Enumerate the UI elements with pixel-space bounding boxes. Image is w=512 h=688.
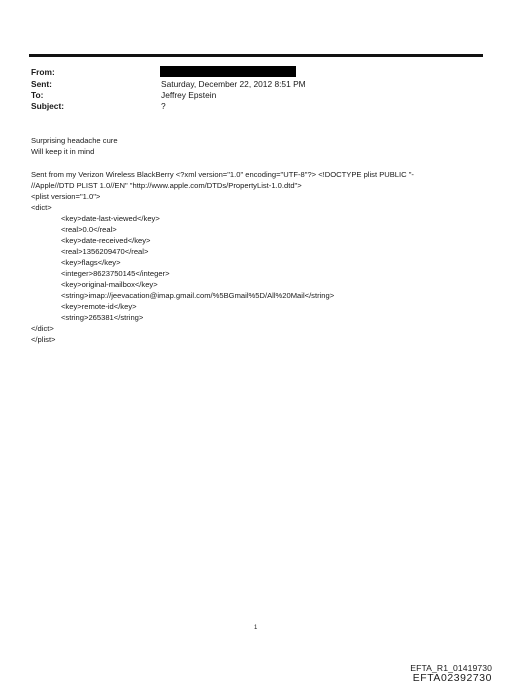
- body-line: <string>imap://jeevacation@imap.gmail.com/%5BGmail%5D/All%20Mail</string>: [61, 291, 335, 300]
- to-value: Jeffrey Epstein: [161, 90, 217, 100]
- body-line: <string>265381</string>: [61, 313, 144, 322]
- subject-label: Subject:: [31, 101, 65, 111]
- body-line: <key>remote-id</key>: [61, 302, 137, 311]
- header-rule: [29, 54, 483, 57]
- from-label: From:: [31, 67, 55, 77]
- body-line: //Apple//DTD PLIST 1.0//EN" "http://www.apple.com/DTDs/PropertyList-1.0.dtd">: [31, 181, 302, 190]
- page-number: 1: [254, 625, 258, 631]
- body-line: </dict>: [31, 324, 54, 333]
- sent-value: Saturday, December 22, 2012 8:51 PM: [161, 79, 306, 89]
- body-line: Will keep it in mind: [31, 147, 95, 156]
- body-line: <dict>: [31, 203, 52, 212]
- body-line: <key>date-last-viewed</key>: [61, 214, 160, 223]
- body-line: Surprising headache cure: [31, 136, 118, 145]
- footer-doc-id-2: EFTA02392730: [412, 673, 492, 684]
- body-line: <key>flags</key>: [61, 258, 121, 267]
- body-line: Sent from my Verizon Wireless BlackBerry <?xml version="1.0" encoding="UTF-8"?> <!DOCTYPE plist PUBLIC "-: [31, 170, 414, 179]
- redaction-block: [160, 66, 296, 77]
- body-line: <plist version="1.0">: [31, 192, 101, 201]
- sent-label: Sent:: [31, 79, 52, 89]
- body-line: <integer>8623750145</integer>: [61, 269, 170, 278]
- footer-doc-id-1: EFTA_R1_01419730: [410, 663, 492, 673]
- to-label: To:: [31, 90, 44, 100]
- body-line: <real>0.0</real>: [61, 225, 117, 234]
- body-line: </plist>: [31, 335, 56, 344]
- body-line: <real>1356209470</real>: [61, 247, 149, 256]
- body-line: <key>original-mailbox</key>: [61, 280, 158, 289]
- body-line: <key>date-received</key>: [61, 236, 151, 245]
- subject-value: ?: [161, 101, 166, 111]
